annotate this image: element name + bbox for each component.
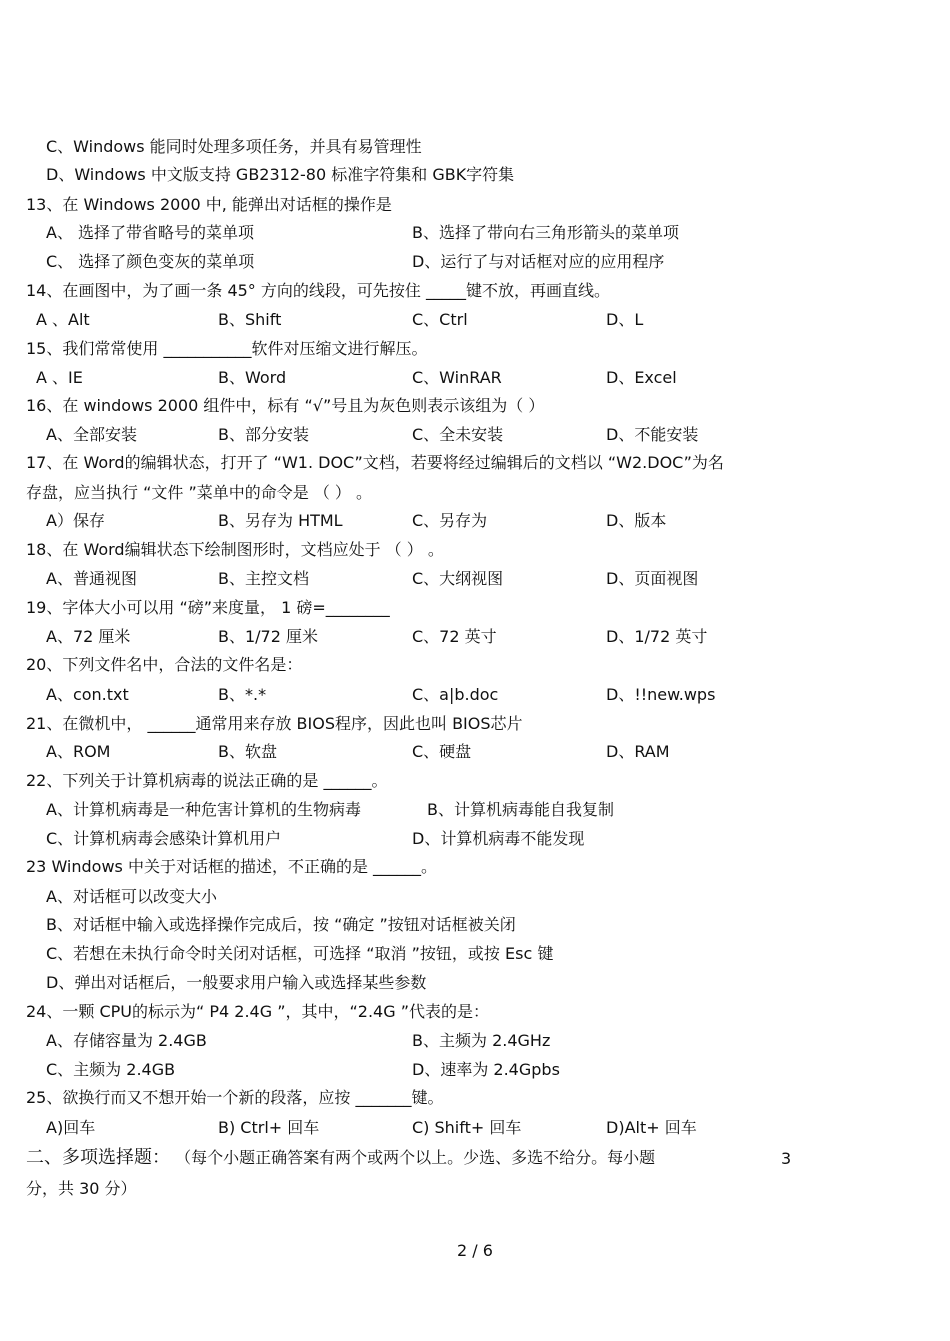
option-a: A）保存 <box>46 511 105 530</box>
option-b: B、主频为 2.4GHz <box>412 1031 551 1050</box>
option-d: D、版本 <box>606 511 667 530</box>
option-a: A、对话框可以改变大小 <box>46 887 217 906</box>
option-b: B、主控文档 <box>218 569 309 588</box>
option-d: D、!!new.wps <box>606 685 716 704</box>
option-a: A、72 厘米 <box>46 627 131 646</box>
question-15: 15、我们常常使用 ___________软件对压缩文进行解压。 <box>26 339 428 358</box>
section-note-cont: 分，共 30 分） <box>26 1179 137 1198</box>
question-24: 24、一颗 CPU的标示为“ P4 2.4G ”，其中，“2.4G ”代表的是： <box>26 1002 489 1021</box>
question-17-cont: 存盘，应当执行 “文件 ”菜单中的命令是 （ ） 。 <box>26 483 373 502</box>
option-a: A、计算机病毒是一种危害计算机的生物病毒 <box>46 800 361 819</box>
question-21: 21、在微机中， ______通常用来存放 BIOS程序，因此也叫 BIOS芯片 <box>26 714 523 733</box>
option-c: C、Windows 能同时处理多项任务，并具有易管理性 <box>46 137 422 156</box>
question-22: 22、下列关于计算机病毒的说法正确的是 ______。 <box>26 771 388 790</box>
section-heading <box>26 1147 655 1169</box>
option-c: C、 选择了颜色变灰的菜单项 <box>46 252 255 271</box>
question-16: 16、在 windows 2000 组件中，标有 “√”号且为灰色则表示该组为（ ） <box>26 396 545 415</box>
option-c: C、Ctrl <box>412 310 468 329</box>
option-b: B、选择了带向右三角形箭头的菜单项 <box>412 223 679 242</box>
option-b: B、对话框中输入或选择操作完成后，按 “确定 ”按钮对话框被关闭 <box>46 915 516 934</box>
option-c: C、全未安装 <box>412 425 504 444</box>
option-c: C、WinRAR <box>412 368 502 387</box>
option-d: D、1/72 英寸 <box>606 627 708 646</box>
option-b: B、1/72 厘米 <box>218 627 318 646</box>
question-19: 19、字体大小可以用 “磅”来度量， 1 磅=________ <box>26 598 390 617</box>
question-23: 23 Windows 中关于对话框的描述，不正确的是 ______。 <box>26 857 438 876</box>
option-d: D、RAM <box>606 742 670 761</box>
option-a: A)回车 <box>46 1118 96 1137</box>
option-c: C、72 英寸 <box>412 627 497 646</box>
option-a: A、con.txt <box>46 685 129 704</box>
option-d: D、计算机病毒不能发现 <box>412 829 585 848</box>
option-a: A、ROM <box>46 742 111 761</box>
question-17: 17、在 Word的编辑状态，打开了 “W1. DOC”文档，若要将经过编辑后的文档以 “W2.DOC”为名 <box>26 453 724 472</box>
option-c: C、硬盘 <box>412 742 472 761</box>
option-c: C、另存为 <box>412 511 488 530</box>
option-c: C) Shift+ 回车 <box>412 1118 522 1137</box>
option-c: C、若想在未执行命令时关闭对话框，可选择 “取消 ”按钮，或按 Esc 键 <box>46 944 554 963</box>
option-d: D、页面视图 <box>606 569 699 588</box>
option-a: A、 选择了带省略号的菜单项 <box>46 223 255 242</box>
option-d: D、运行了与对话框对应的应用程序 <box>412 252 665 271</box>
option-d: D、L <box>606 310 644 329</box>
option-d: D、弹出对话框后，一般要求用户输入或选择某些参数 <box>46 973 427 992</box>
section-points: 3 <box>781 1149 792 1168</box>
option-b: B) Ctrl+ 回车 <box>218 1118 320 1137</box>
question-14: 14、在画图中，为了画一条 45° 方向的线段，可先按住 _____键不放，再画直线。 <box>26 281 610 300</box>
option-c: C、a|b.doc <box>412 685 499 704</box>
option-b: B、软盘 <box>218 742 277 761</box>
option-b: B、*.* <box>218 685 267 704</box>
option-d: D、不能安装 <box>606 425 699 444</box>
option-d: D、Windows 中文版支持 GB2312-80 标准字符集和 GBK字符集 <box>46 165 515 184</box>
question-25: 25、欲换行而又不想开始一个新的段落，应按 _______键。 <box>26 1088 444 1107</box>
option-b: B、计算机病毒能自我复制 <box>427 800 614 819</box>
question-18: 18、在 Word编辑状态下绘制图形时，文档应处于 （ ） 。 <box>26 540 444 559</box>
option-a: A 、IE <box>36 368 83 387</box>
option-c: C、计算机病毒会感染计算机用户 <box>46 829 282 848</box>
option-c: C、主频为 2.4GB <box>46 1060 176 1079</box>
section-note: （每个小题正确答案有两个或两个以上。少选、多选不给分。每小题 <box>175 1148 656 1167</box>
option-d: D、Excel <box>606 368 677 387</box>
option-a: A 、Alt <box>36 310 90 329</box>
option-b: B、Shift <box>218 310 282 329</box>
option-a: A、存储容量为 2.4GB <box>46 1031 207 1050</box>
section-title: 二、多项选择题： <box>26 1147 170 1168</box>
option-a: A、全部安装 <box>46 425 137 444</box>
option-d: D、速率为 2.4Gpbs <box>412 1060 560 1079</box>
page-number: 2 / 6 <box>457 1241 493 1260</box>
option-d: D)Alt+ 回车 <box>606 1118 697 1137</box>
option-b: B、部分安装 <box>218 425 309 444</box>
option-b: B、另存为 HTML <box>218 511 343 530</box>
question-20: 20、下列文件名中，合法的文件名是： <box>26 655 303 674</box>
question-13: 13、在 Windows 2000 中, 能弹出对话框的操作是 <box>26 195 392 214</box>
option-c: C、大纲视图 <box>412 569 504 588</box>
option-a: A、普通视图 <box>46 569 137 588</box>
option-b: B、Word <box>218 368 287 387</box>
